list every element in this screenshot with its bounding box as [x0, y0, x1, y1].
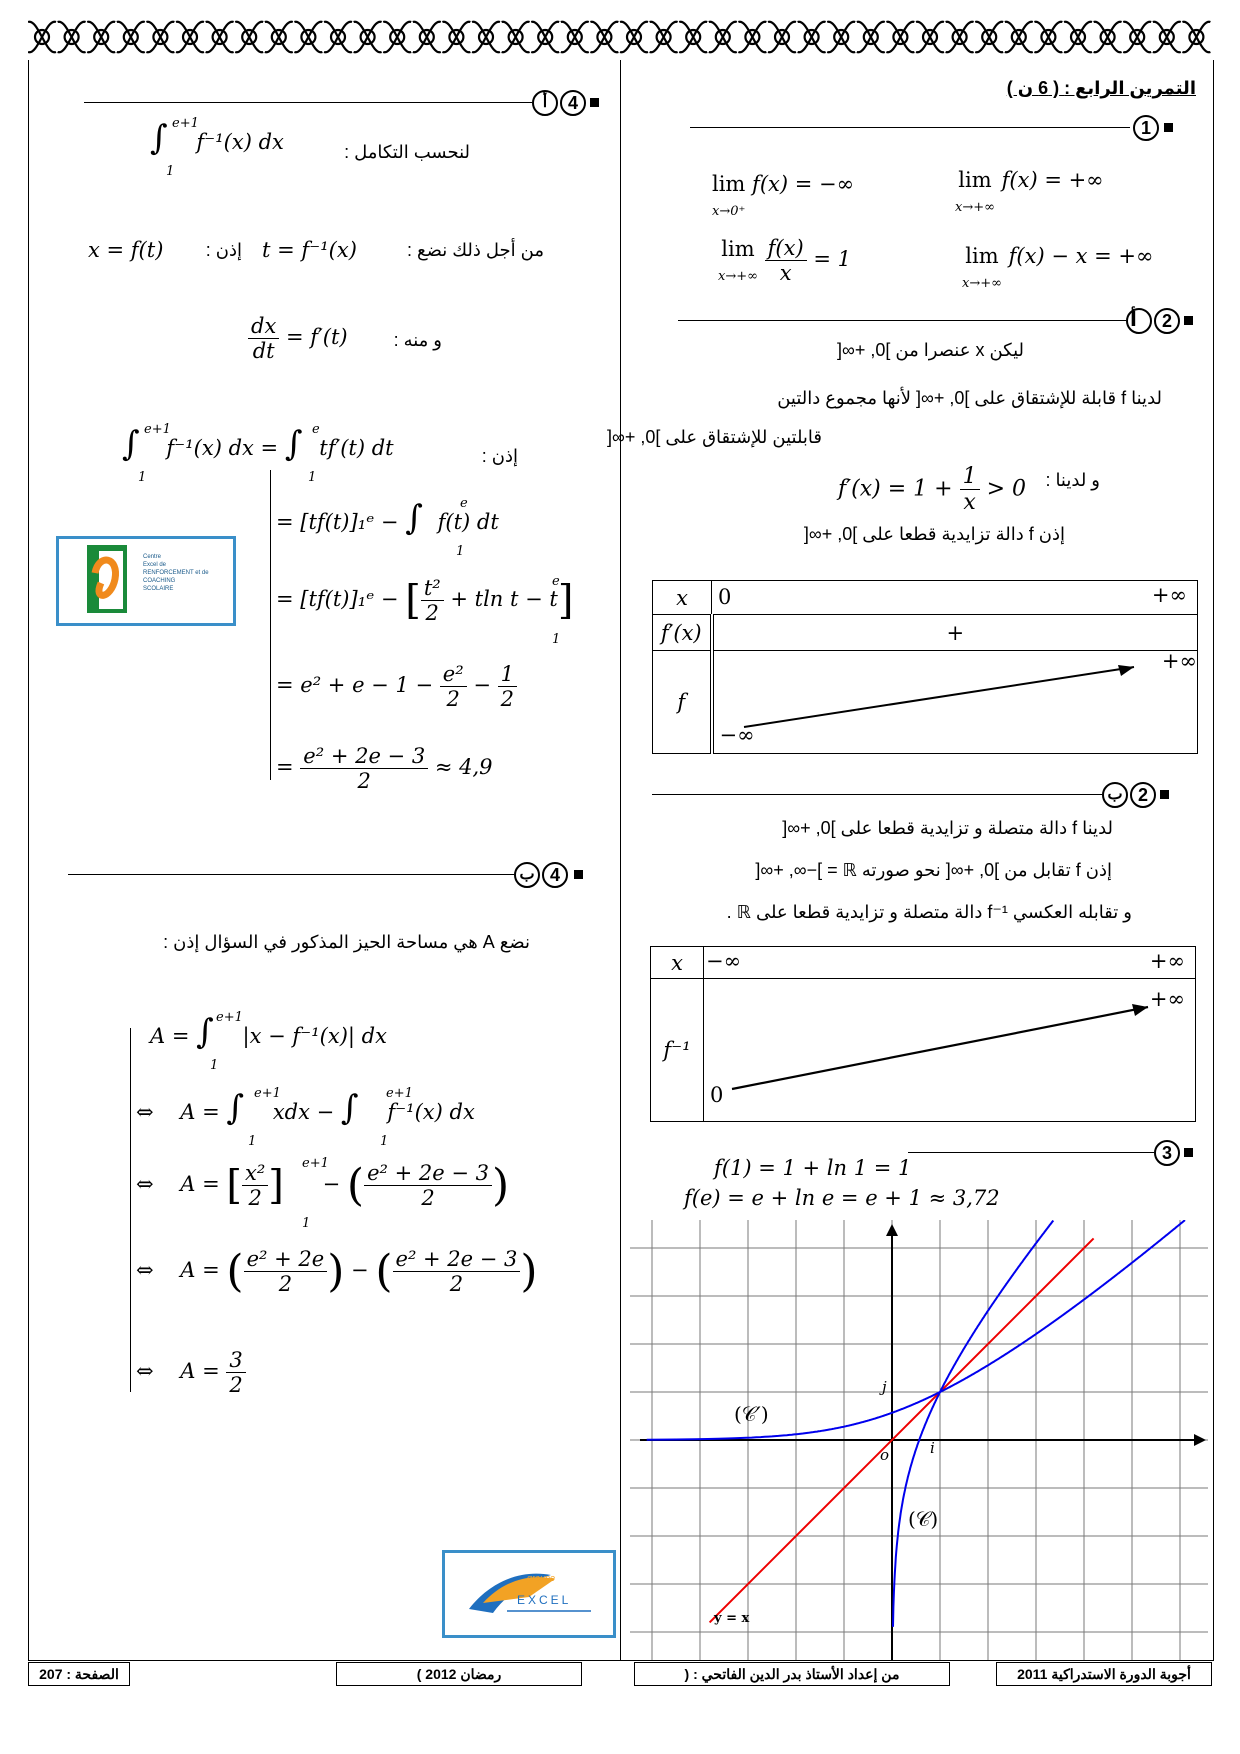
- integral-expression: ∫ e+1 1 f⁻¹(x) dx: [150, 116, 284, 179]
- footer-page-number: الصفحة : 207: [28, 1662, 130, 1686]
- equation-line-1: = [tf(t)]₁ᵉ − ∫ e 1 f(t) dt: [276, 496, 499, 559]
- exercise-title: التمرين الرابع : ( 6 ن ): [1006, 78, 1196, 98]
- text-line: لدينا f قابلة للإشتقاق على ]0, +∞[ لأنها مجموع دالتين: [777, 388, 1162, 408]
- groupe-excel-logo: groupe EXCEL: [442, 1550, 616, 1638]
- bullet: [574, 870, 583, 879]
- text-line: نضع A هي مساحة الحيز المذكور في السؤال إذن :: [163, 932, 530, 952]
- question-letter: أ: [1130, 309, 1137, 331]
- equation-line-3: = e² + e − 1 − $\frac{\text{e²}}{2}$ − $\frac{1}{2}$: [276, 662, 517, 711]
- equation-line-0: ∫ e+1 1 f⁻¹(x) dx = ∫ e 1 tf′(t) dt: [122, 422, 394, 485]
- limit-ratio: lim x→+∞ $\frac{f(x)}{x}$ = 1: [718, 236, 851, 285]
- section-rule: [652, 794, 1102, 795]
- text-line: إذن :: [481, 446, 518, 466]
- section-rule: [68, 874, 514, 875]
- area-line-3: ⇔ A = [ $\frac{\text{x²}}{2}$ ] e+1 1 − ( $\frac{\text{e² + 2e − 3}}{2}$ ): [136, 1156, 510, 1231]
- text-line: و لدينا :: [1045, 470, 1100, 490]
- equation-line-2: = [tf(t)]₁ᵉ − [ $\frac{\text{t²}}{2}$ + tln t − t] e 1: [276, 574, 574, 647]
- limit-pos-inf: lim x→+∞ f(x) = +∞: [955, 168, 1104, 215]
- variation-table-finv: x −∞ +∞ f⁻¹ 0 +∞: [650, 946, 1196, 1122]
- value-f-e: f(e) = e + ln e = e + 1 ≈ 3,72: [684, 1186, 1000, 1210]
- equation-line-4: = $\frac{\text{e² + 2e − 3}}{2}$ ≈ 4,9: [276, 744, 493, 793]
- question-number-1: 1: [1133, 115, 1159, 141]
- text-line: و منه :: [393, 330, 442, 350]
- dx-dt-relation: $\frac{dx}{dt}$ = f′(t): [248, 314, 348, 363]
- label-C: (𝒞): [908, 1507, 939, 1531]
- logo-door-icon: [85, 543, 145, 617]
- centre-excel-logo: Centre Excel de RENFORCEMENT et de COACHING SCOLAIRE: [56, 536, 236, 626]
- substitution-t: t = f⁻¹(x): [262, 238, 357, 262]
- letter-circle: ب: [514, 862, 540, 888]
- function-graph: [630, 1220, 1208, 1660]
- area-line-4: ⇔ A = ( $\frac{\text{e² + 2e}}{2}$ ) − ( $\frac{\text{e² + 2e − 3}}{2}$ ): [136, 1246, 538, 1297]
- section-rule: [908, 1152, 1154, 1153]
- column-divider: [620, 60, 621, 1660]
- text-line: لدينا f دالة متصلة و تزايدية قطعا على ]0, +∞[: [782, 818, 1113, 838]
- footer-exam-title: أجوبة الدورة الاستدراكية 2011: [996, 1662, 1212, 1686]
- bullet: [1164, 123, 1173, 132]
- question-number-3: 3: [1154, 1140, 1180, 1166]
- section-rule: [690, 127, 1130, 128]
- text-line: إذن f تقابل من ]0, +∞[ نحو صورته ℝ = ]−∞, +∞[: [755, 860, 1112, 880]
- label-i: i: [930, 1439, 935, 1457]
- curve-C-prime: [647, 1220, 1185, 1440]
- letter-circle: ب: [1102, 782, 1128, 808]
- question-number-4: 4: [560, 90, 586, 116]
- value-f-1: f(1) = 1 + ln 1 = 1: [714, 1156, 912, 1180]
- limit-difference: lim x→+∞ f(x) − x = +∞: [962, 244, 1154, 291]
- text-line: قابلتين للإشتقاق على ]0, +∞[: [607, 427, 822, 447]
- text-line: إذن :: [205, 240, 242, 260]
- question-number-4: 4: [542, 862, 568, 888]
- variation-table-f: x 0 +∞ f′(x) + f −∞ +∞: [652, 580, 1198, 754]
- substitution-x: x = f(t): [88, 238, 164, 262]
- equation-bracket: [270, 470, 271, 780]
- bullet: [590, 98, 599, 107]
- section-rule: [678, 320, 1126, 321]
- derivative-formula: f′(x) = 1 + $\frac{1}{x}$ > 0: [838, 464, 1026, 515]
- text-line: و تقابله العكسي f⁻¹ دالة متصلة و تزايدية قطعا على ℝ .: [726, 902, 1132, 922]
- footer-date: رمضان 2012 ): [336, 1662, 582, 1686]
- bullet: [1160, 790, 1169, 799]
- bullet: [1184, 316, 1193, 325]
- bullet: [1184, 1148, 1193, 1157]
- text-line: من أجل ذلك نضع :: [407, 240, 544, 260]
- footer-author: من إعداد الأستاذ بدر الدين الفاتحي : (: [634, 1662, 950, 1686]
- text-line: لنحسب التكامل :: [344, 142, 470, 162]
- letter-circle: [1126, 308, 1152, 334]
- area-line-1: A = ∫ e+1 1 |x − f⁻¹(x)| dx: [150, 1010, 387, 1073]
- equation-bracket: [130, 1028, 131, 1392]
- label-j: j: [882, 1378, 887, 1396]
- area-line-2: ⇔ A = ∫ e+1 1 xdx − ∫ e+1 1 f⁻¹(x) dx: [136, 1086, 475, 1149]
- table-label-x: x: [653, 581, 712, 615]
- text-line: إذن f دالة تزايدية قطعا على ]0, +∞[: [803, 524, 1065, 544]
- question-number-2: 2: [1154, 308, 1180, 334]
- ornamental-border: [28, 14, 1212, 60]
- label-C-prime: (𝒞′): [734, 1402, 769, 1426]
- limit-zero: lim x→0⁺ f(x) = −∞: [712, 172, 855, 219]
- label-origin: o: [880, 1446, 890, 1464]
- increasing-arrow: [714, 651, 1194, 751]
- label-y-equals-x: y = x: [714, 1611, 750, 1626]
- question-number-2: 2: [1130, 782, 1156, 808]
- text-line: ليكن x عنصرا من ]0, +∞[: [837, 340, 1024, 360]
- area-line-5: ⇔ A = $\frac{3}{2}$: [136, 1348, 246, 1397]
- increasing-arrow: [704, 979, 1194, 1119]
- letter-circle: أ: [532, 90, 558, 116]
- curve-C: [893, 1221, 1053, 1627]
- section-rule: [84, 102, 532, 103]
